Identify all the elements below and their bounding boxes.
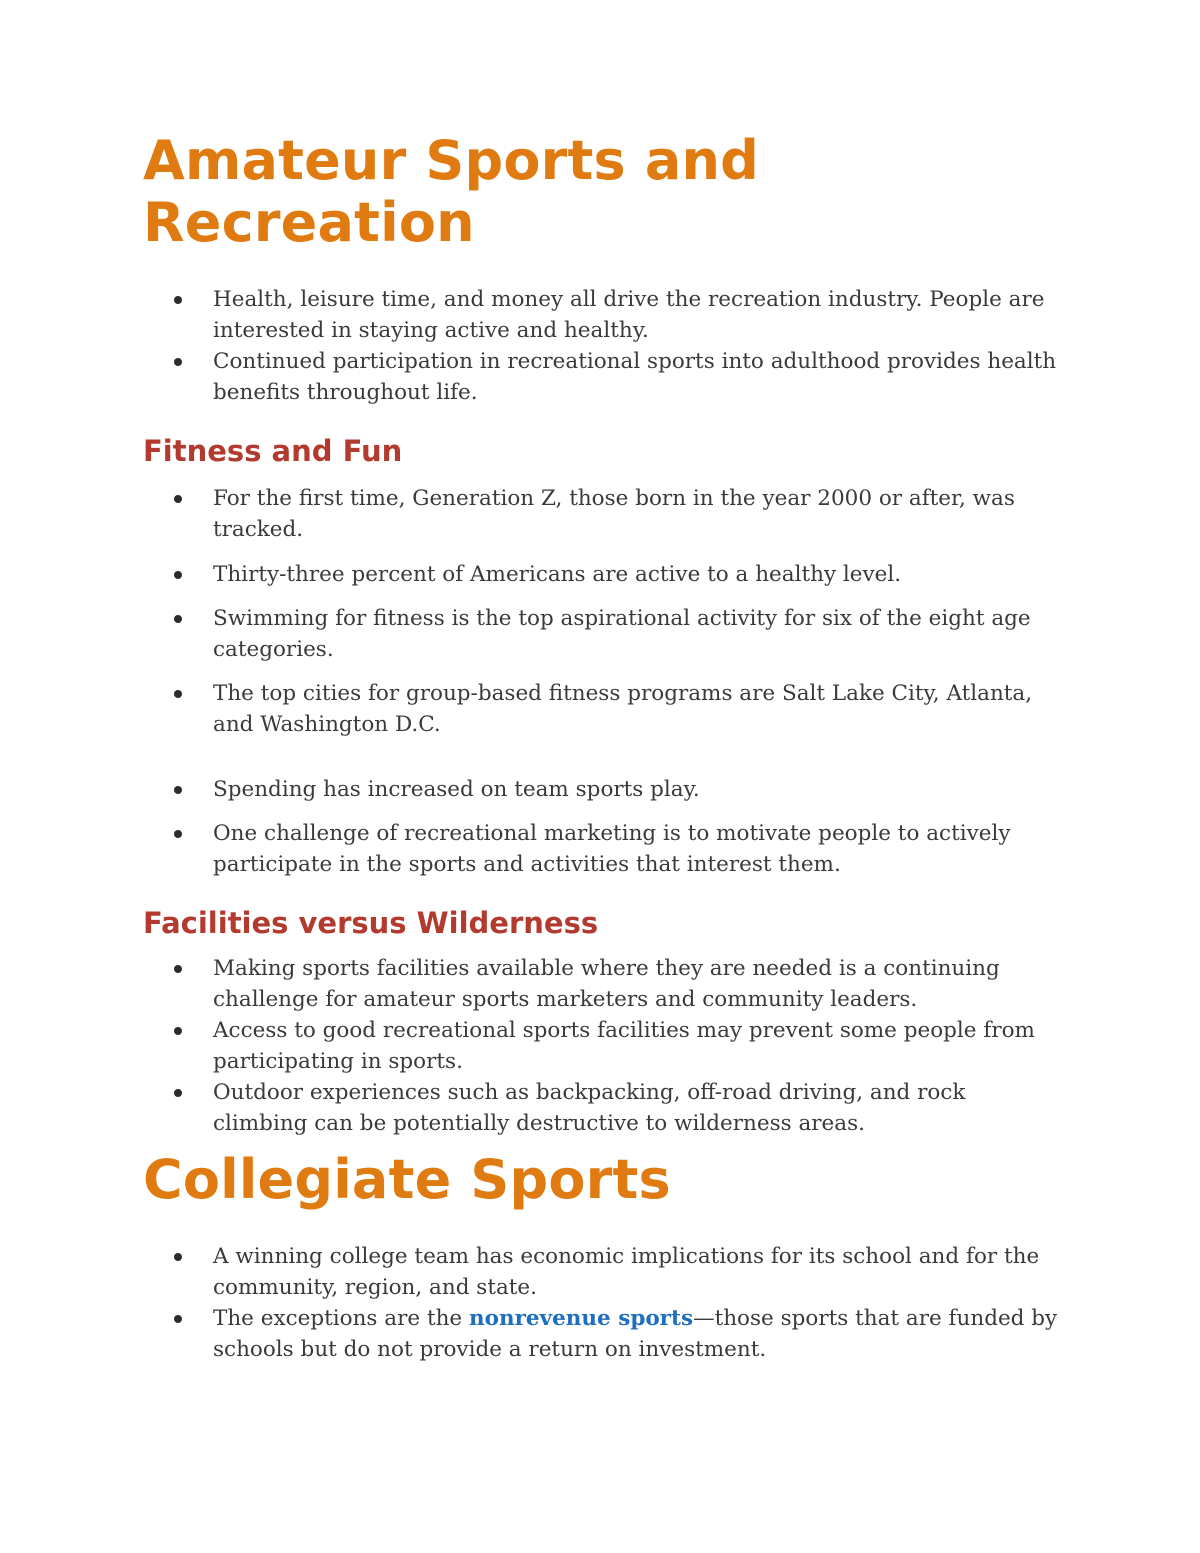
list-item — [143, 603, 1063, 665]
list-item-text: Health, leisure time, and money all drive the recreation industry. People are interested in staying active and healthy. — [213, 287, 1045, 343]
bullet-icon — [174, 786, 182, 794]
list-item-text: Thirty-three percent of Americans are active to a healthy level. — [213, 562, 902, 587]
list-item-text: Making sports facilities available where they are needed is a continuing challenge for amateur sports marketers and community leaders. — [213, 956, 1000, 1012]
list-item-text: Outdoor experiences such as backpacking, off-road driving, and rock climbing can be potentially destructive to wilderness areas. — [213, 1080, 966, 1136]
list-item-text: Access to good recreational sports facilities may prevent some people from participating in sports. — [213, 1018, 1035, 1074]
bullet-icon — [174, 615, 182, 623]
heading-amateur-sports-line2: Recreation — [143, 191, 475, 254]
heading-amateur-sports-line1: Amateur Sports and — [143, 129, 759, 192]
document-page — [143, 130, 1063, 1365]
heading-facilities-versus-wilderness: Facilities versus Wilderness — [143, 906, 599, 940]
list-item — [143, 953, 1063, 1015]
list-item-text: Continued participation in recreational sports into adulthood provides health benefits throughout life. — [213, 349, 1057, 405]
heading-collegiate-sports: Collegiate Sports — [143, 1148, 671, 1211]
list-item — [143, 559, 1063, 590]
amateur-bullet-list — [143, 284, 1063, 408]
facilities-bullet-list — [143, 953, 1063, 1139]
bullet-icon — [174, 830, 182, 838]
list-item-text: The top cities for group-based fitness programs are Salt Lake City, Atlanta, and Washington D.C. — [213, 681, 1033, 737]
list-item-text-suffix: —those sports that are funded by schools but do not provide a return on investment. — [213, 1306, 1058, 1362]
list-item — [143, 1241, 1063, 1303]
bullet-icon — [174, 1089, 182, 1097]
heading-fitness-and-fun: Fitness and Fun — [143, 434, 403, 468]
list-item-text: Spending has increased on team sports play. — [213, 777, 700, 802]
fitness-bullet-list — [143, 483, 1063, 880]
list-item — [143, 818, 1063, 880]
bullet-icon — [174, 1253, 182, 1261]
bullet-icon — [174, 296, 182, 304]
bullet-icon — [174, 965, 182, 973]
bullet-icon — [174, 358, 182, 366]
bullet-icon — [174, 690, 182, 698]
list-item — [143, 1077, 1063, 1139]
bullet-icon — [174, 495, 182, 503]
list-item — [143, 346, 1063, 408]
bullet-icon — [174, 571, 182, 579]
bullet-icon — [174, 1315, 182, 1323]
list-item-text: A winning college team has economic implications for its school and for the community, region, and state. — [213, 1244, 1040, 1300]
list-item — [143, 774, 1063, 805]
list-item — [143, 1015, 1063, 1077]
collegiate-bullet-list — [143, 1241, 1063, 1365]
list-item — [143, 483, 1063, 545]
heading-amateur-sports — [143, 130, 1063, 254]
list-item — [143, 284, 1063, 346]
list-item-text-prefix: The exceptions are the — [213, 1306, 469, 1331]
list-item-text: Swimming for fitness is the top aspirational activity for six of the eight age categories. — [213, 606, 1031, 662]
list-item — [143, 1303, 1063, 1365]
bullet-icon — [174, 1027, 182, 1035]
list-item-text: For the first time, Generation Z, those born in the year 2000 or after, was tracked. — [213, 486, 1015, 542]
list-item-text: One challenge of recreational marketing is to motivate people to actively participate in the sports and activities that interest them. — [213, 821, 1011, 877]
key-term-nonrevenue-sports: nonrevenue sports — [469, 1306, 694, 1331]
list-item — [143, 678, 1063, 740]
